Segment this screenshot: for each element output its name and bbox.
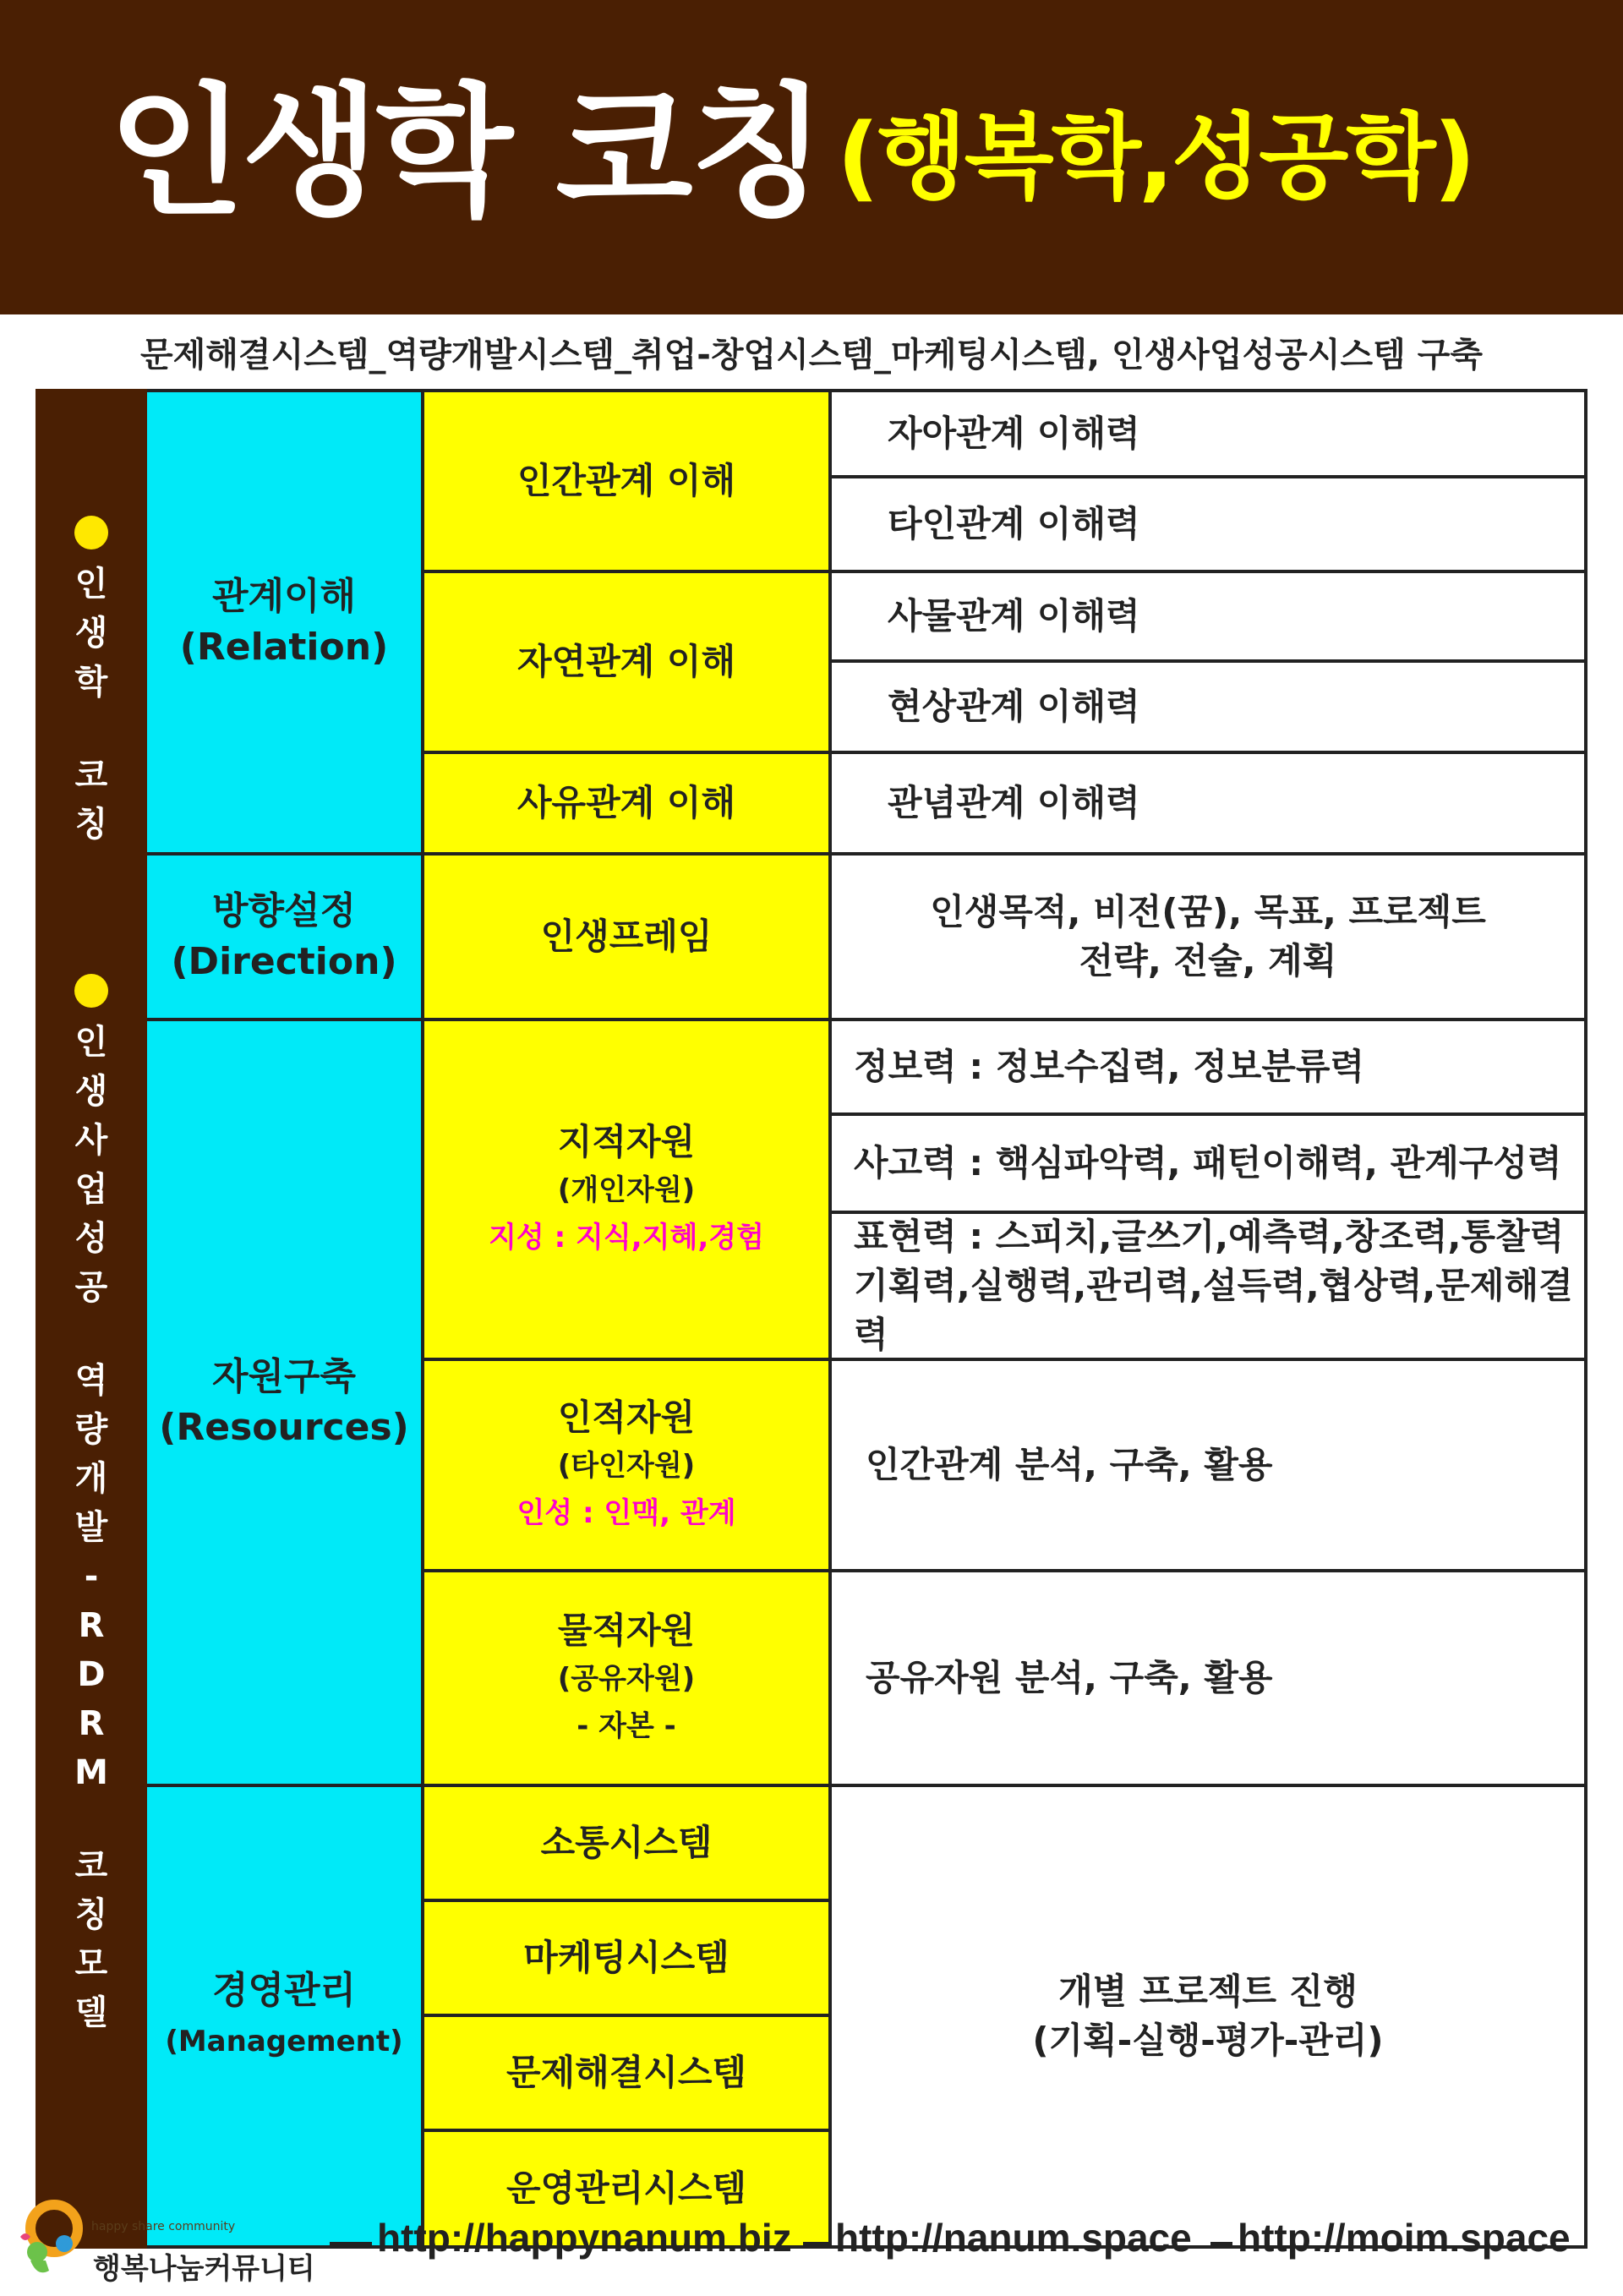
item-object-relation: 사물관계 이해력 bbox=[832, 573, 1584, 663]
sidebar-char: - bbox=[84, 1557, 99, 1596]
sidebar-char: R bbox=[78, 1606, 105, 1645]
category-direction bbox=[147, 856, 424, 1021]
tagline: 문제해결시스템_역량개발시스템_취업-창업시스템_마케팅시스템, 인생사업성공시스템 구축 bbox=[140, 336, 1483, 374]
system-operations: 운영관리시스템 bbox=[424, 2132, 832, 2245]
bullet-icon bbox=[74, 516, 108, 549]
footer-link-nanum-space[interactable]: http://nanum.space bbox=[835, 2216, 1192, 2260]
sidebar-char: 인 bbox=[74, 1023, 108, 1062]
sidebar-char: 사 bbox=[74, 1121, 108, 1160]
page-subtitle: (행복학,성공학) bbox=[837, 103, 1473, 211]
sidebar-char: 모 bbox=[74, 1944, 108, 1983]
item-life-frame-detail: 인생목적, 비전(꿈), 목표, 프로젝트 전략, 전술, 계획 bbox=[832, 856, 1584, 1021]
sidebar-char: 성 bbox=[74, 1219, 108, 1258]
sidebar-char: 량 bbox=[74, 1410, 108, 1449]
footer-divider bbox=[1210, 2242, 1232, 2245]
header-banner bbox=[0, 0, 1623, 314]
category-management bbox=[147, 1787, 424, 2245]
sidebar-label-bottom bbox=[36, 974, 147, 2037]
category-relation bbox=[147, 392, 424, 856]
sidebar-char: 역 bbox=[74, 1361, 108, 1400]
sidebar-char: M bbox=[74, 1753, 108, 1792]
sidebar-char: 델 bbox=[74, 1993, 108, 2032]
sidebar-char: 개 bbox=[74, 1459, 108, 1498]
item-thinking-ability: 사고력 : 핵심파악력, 패턴이해력, 관계구성력 bbox=[832, 1116, 1584, 1214]
item-project-detail: 개별 프로젝트 진행 (기획-실행-평가-관리) bbox=[832, 1787, 1584, 2245]
system-communication: 소통시스템 bbox=[424, 1787, 832, 1902]
sidebar-char: 발 bbox=[74, 1508, 108, 1547]
sidebar-char: 학 bbox=[74, 663, 108, 702]
group-human-relations: 인간관계 이해 bbox=[424, 392, 832, 573]
sidebar-char: 업 bbox=[74, 1170, 108, 1209]
group-intellectual-resources: 지적자원 (개인자원) 지성 : 지식,지혜,경험 bbox=[424, 1021, 832, 1361]
category-direction-ko: 방향설정 bbox=[211, 889, 356, 932]
sidebar-char: 생 bbox=[74, 1072, 108, 1111]
sidebar-char: 코 bbox=[74, 756, 108, 795]
item-expression-ability: 표현력 : 스피치,글쓰기,예측력,창조력,통찰력 기획력,실행력,관리력,설득력,협상력,문제해결력 bbox=[832, 1214, 1584, 1361]
sidebar-char: 인 bbox=[74, 565, 108, 604]
sidebar-char: D bbox=[77, 1655, 106, 1694]
item-concept-relation: 관념관계 이해력 bbox=[832, 754, 1584, 856]
community-tagline: happy share community bbox=[91, 2220, 236, 2233]
category-resources-ko: 자원구축 bbox=[211, 1355, 356, 1398]
footer bbox=[0, 2181, 1623, 2296]
sidebar-char: 코 bbox=[74, 1846, 108, 1885]
category-resources bbox=[147, 1021, 424, 1787]
category-direction-en: (Direction) bbox=[171, 940, 397, 983]
category-management-ko: 경영관리 bbox=[211, 1969, 356, 2012]
group-material-resources: 물적자원 (공유자원) - 자본 - bbox=[424, 1572, 832, 1787]
group-thought-relations: 사유관계 이해 bbox=[424, 754, 832, 856]
sidebar-label-top bbox=[36, 516, 147, 849]
item-material-resources-detail: 공유자원 분석, 구축, 활용 bbox=[832, 1572, 1584, 1787]
bullet-icon bbox=[74, 974, 108, 1008]
group-human-resources: 인적자원 (타인자원) 인성 : 인맥, 관계 bbox=[424, 1361, 832, 1572]
sidebar-char: 칭 bbox=[74, 1895, 108, 1934]
sidebar-char: 칭 bbox=[74, 805, 108, 844]
community-name: 행복나눔커뮤니티 bbox=[93, 2252, 315, 2286]
category-relation-ko: 관계이해 bbox=[211, 575, 356, 618]
footer-divider bbox=[803, 2242, 828, 2245]
system-marketing: 마케팅시스템 bbox=[424, 1902, 832, 2017]
community-logo-icon bbox=[12, 2193, 96, 2286]
sidebar-char: R bbox=[78, 1704, 105, 1743]
sidebar-char: 공 bbox=[74, 1268, 108, 1307]
item-self-relation: 자아관계 이해력 bbox=[832, 392, 1584, 478]
system-problem-solving: 문제해결시스템 bbox=[424, 2017, 832, 2132]
item-human-resources-detail: 인간관계 분석, 구축, 활용 bbox=[832, 1361, 1584, 1572]
footer-divider bbox=[330, 2242, 372, 2245]
sidebar-char: 생 bbox=[74, 614, 108, 653]
item-other-relation: 타인관계 이해력 bbox=[832, 478, 1584, 573]
item-phenomenon-relation: 현상관계 이해력 bbox=[832, 663, 1584, 754]
category-resources-en: (Resources) bbox=[159, 1406, 409, 1449]
category-relation-en: (Relation) bbox=[179, 626, 389, 669]
sidebar bbox=[36, 389, 147, 2249]
footer-link-moim-space[interactable]: http://moim.space bbox=[1238, 2216, 1571, 2260]
item-information-ability: 정보력 : 정보수집력, 정보분류력 bbox=[832, 1021, 1584, 1116]
page-title: 인생학 코칭 bbox=[108, 69, 823, 235]
group-life-frame: 인생프레임 bbox=[424, 856, 832, 1021]
group-nature-relations: 자연관계 이해 bbox=[424, 573, 832, 754]
footer-link-happynanum[interactable]: http://happynanum.biz bbox=[377, 2216, 792, 2260]
category-management-en: (Management) bbox=[165, 2025, 403, 2058]
